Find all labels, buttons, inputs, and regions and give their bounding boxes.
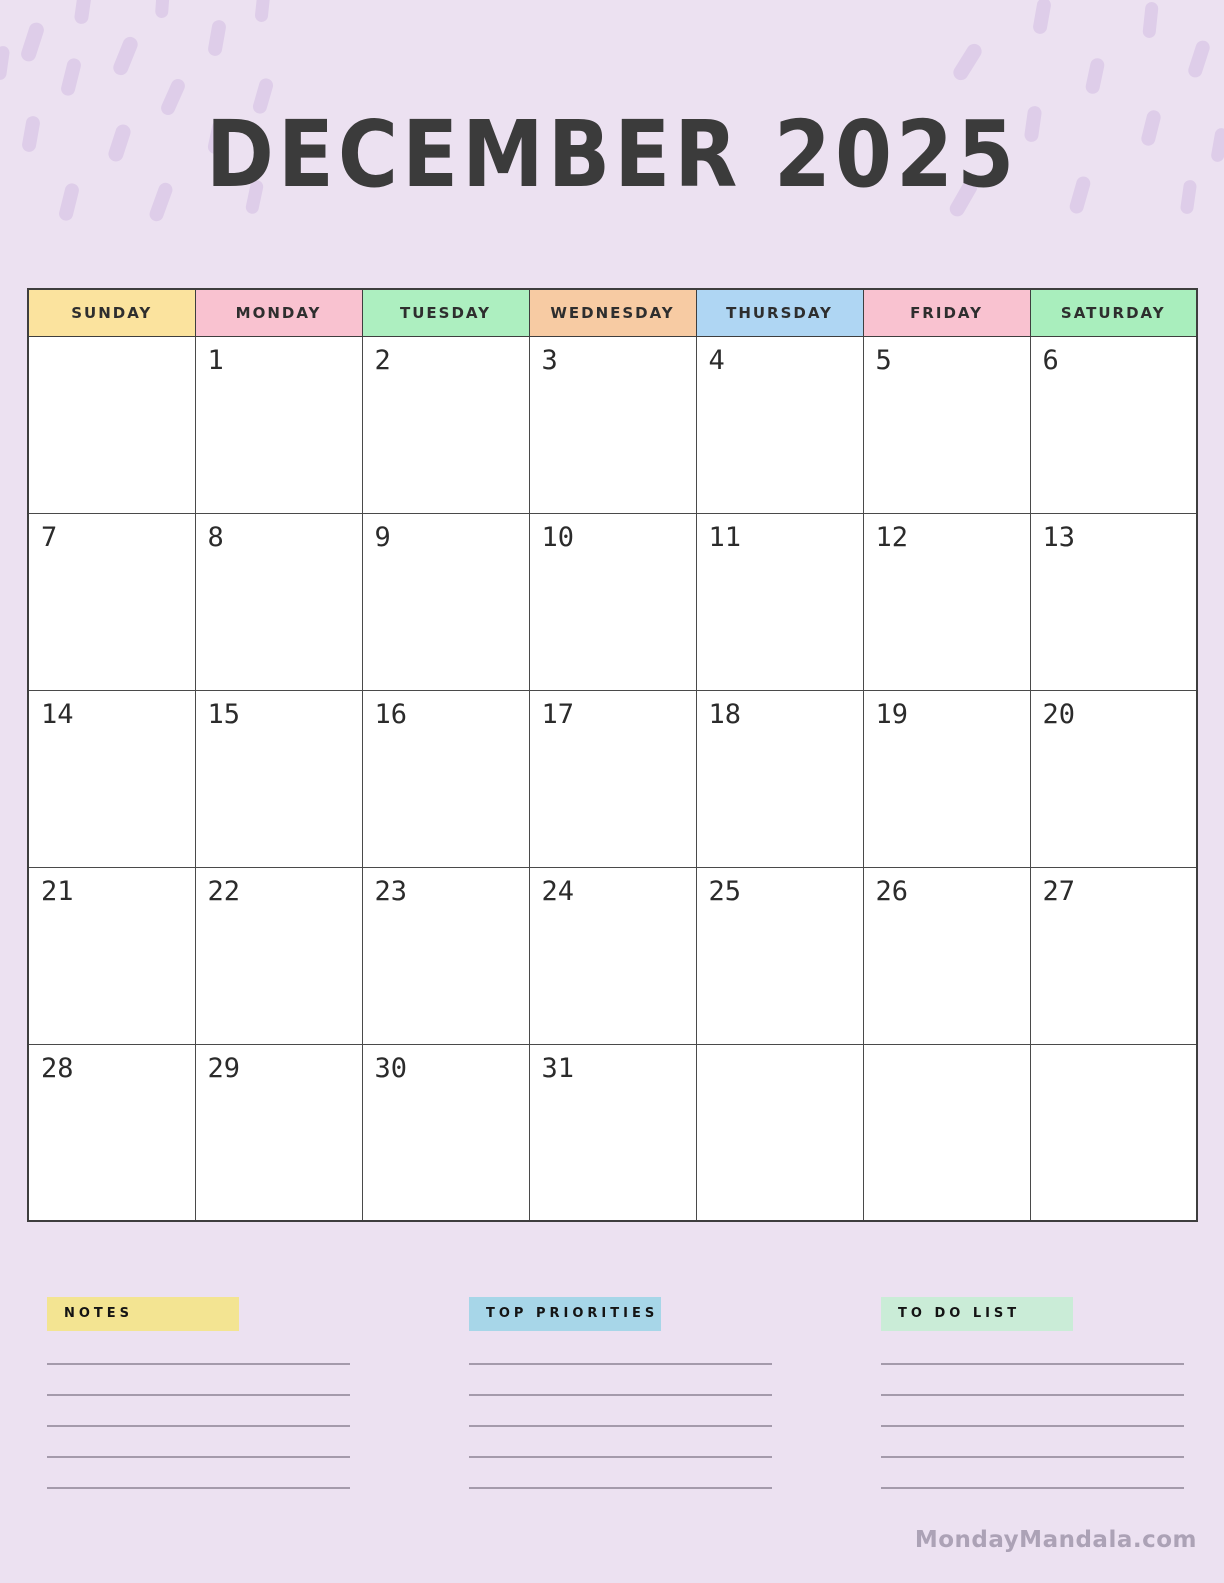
day-header-row [28,289,1197,336]
ruled-line [47,1425,350,1427]
day-number: 27 [1042,875,1076,907]
calendar-cell [863,513,1030,690]
top-priorities-label: TOP PRIORITIES [469,1297,661,1331]
sprinkle-icon [1186,39,1211,79]
calendar-cell [529,513,696,690]
calendar-cell [863,690,1030,867]
watermark: MondayMandala.com [914,1527,1197,1553]
day-header-monday: MONDAY [195,289,362,336]
calendar-cell [28,513,195,690]
sprinkle-icon [951,41,985,83]
calendar-cell [529,1044,696,1221]
calendar-cell [195,513,362,690]
sprinkle-icon [1032,0,1052,35]
sprinkle-icon [0,45,10,80]
day-number: 17 [541,698,575,730]
day-number: 5 [875,344,892,376]
day-number: 3 [541,344,558,376]
ruled-line [47,1456,350,1458]
todo-list-section [881,1297,1184,1489]
notes-section [47,1297,350,1489]
day-number: 24 [541,875,575,907]
calendar-cell [195,690,362,867]
calendar-cell [696,690,863,867]
calendar-week-row [28,690,1197,867]
calendar-cell [1030,867,1197,1044]
calendar-cell [696,513,863,690]
sprinkle-icon [74,0,93,25]
day-number: 14 [41,698,74,730]
ruled-line [881,1487,1184,1489]
todo-list-label: TO DO LIST [881,1297,1073,1331]
day-number: 16 [374,698,408,730]
sprinkle-icon [254,0,270,23]
calendar-cell [863,867,1030,1044]
calendar-cell [195,336,362,513]
ruled-line [469,1487,772,1489]
day-number: 29 [207,1052,241,1084]
day-number: 2 [374,344,391,376]
calendar-cell [28,690,195,867]
calendar-cell [362,513,529,690]
day-number: 22 [207,875,241,907]
calendar-cell [529,336,696,513]
calendar-cell [195,867,362,1044]
sprinkle-icon [111,35,140,78]
day-number: 20 [1042,698,1076,730]
ruled-line [469,1363,772,1365]
calendar-cell [362,336,529,513]
day-header-thursday: THURSDAY [696,289,863,336]
calendar-cell [362,690,529,867]
day-number: 4 [708,344,725,376]
ruled-line [47,1487,350,1489]
ruled-line [47,1394,350,1396]
ruled-line [469,1425,772,1427]
day-header-friday: FRIDAY [863,289,1030,336]
day-number: 8 [207,521,224,553]
sprinkle-icon [19,21,46,64]
day-header-tuesday: TUESDAY [362,289,529,336]
calendar-cell [529,690,696,867]
day-number: 30 [374,1052,408,1084]
day-number: 21 [41,875,74,907]
sprinkle-icon [1084,57,1105,95]
sprinkle-icon [1142,1,1159,38]
ruled-line [469,1394,772,1396]
day-number: 19 [875,698,909,730]
day-number: 12 [875,521,909,553]
calendar-week-row [28,867,1197,1044]
day-header-sunday: SUNDAY [28,289,195,336]
calendar-cell [696,1044,863,1221]
sprinkle-icon [60,57,83,97]
day-number: 31 [541,1052,575,1084]
day-number: 1 [207,344,224,376]
ruled-line [881,1425,1184,1427]
ruled-line [469,1456,772,1458]
sprinkle-icon [155,0,170,18]
day-number: 23 [374,875,408,907]
calendar-cell [1030,513,1197,690]
day-number: 15 [207,698,241,730]
calendar-cell [362,867,529,1044]
page-title: DECEMBER 2025 [205,102,1019,209]
calendar-cell [1030,690,1197,867]
day-number: 18 [708,698,742,730]
calendar-week-row [28,513,1197,690]
calendar-cell [696,867,863,1044]
calendar-cell [28,1044,195,1221]
day-number: 28 [41,1052,74,1084]
calendar-cell [863,1044,1030,1221]
calendar-cell [28,336,195,513]
day-number: 13 [1042,521,1076,553]
calendar-grid [27,288,1198,1222]
calendar-week-row [28,336,1197,513]
calendar-cell [1030,1044,1197,1221]
day-number: 26 [875,875,909,907]
calendar-cell [28,867,195,1044]
calendar-cell [529,867,696,1044]
top-priorities-section [469,1297,772,1489]
day-number: 9 [374,521,391,553]
day-number: 6 [1042,344,1059,376]
sprinkle-icon [207,19,227,57]
ruled-line [881,1363,1184,1365]
day-number: 25 [708,875,742,907]
day-header-saturday: SATURDAY [1030,289,1197,336]
day-header-wednesday: WEDNESDAY [529,289,696,336]
ruled-line [881,1456,1184,1458]
calendar-cell [195,1044,362,1221]
calendar-week-row [28,1044,1197,1221]
calendar-cell [863,336,1030,513]
calendar-cell [1030,336,1197,513]
day-number: 11 [708,521,742,553]
ruled-line [881,1394,1184,1396]
day-number: 10 [541,521,575,553]
calendar-cell [362,1044,529,1221]
ruled-line [47,1363,350,1365]
day-number: 7 [41,521,58,553]
notes-label: NOTES [47,1297,239,1331]
calendar-cell [696,336,863,513]
